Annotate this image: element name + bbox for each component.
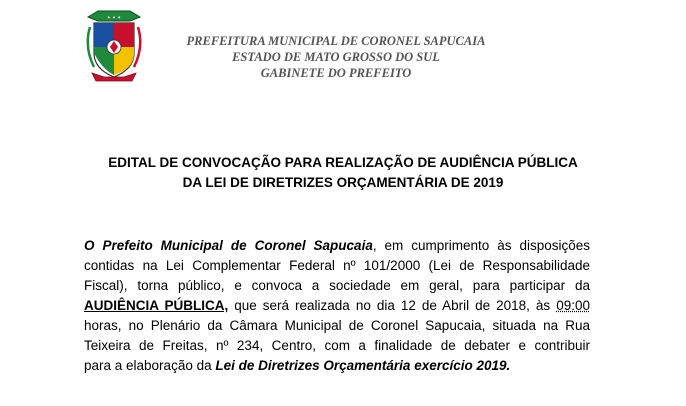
body-line-5: horas, no Plenário da Câmara Municipal de Coronel Sapucaia, situada na Rua <box>84 318 590 333</box>
body-line-3: Fiscal), torna público, e convoca a sociedade em geral, para participar da <box>84 278 590 293</box>
letterhead-state: ESTADO DE MATO GROSSO DO SUL <box>232 50 440 64</box>
title-line-1: EDITAL DE CONVOCAÇÃO PARA REALIZAÇÃO DE AUDIÊNCIA PÚBLICA <box>108 155 578 170</box>
coat-of-arms-icon <box>84 7 144 83</box>
body-line-2: contidas na Lei Complementar Federal nº 101/2000 (Lei de Responsabilidade <box>84 258 590 273</box>
letterhead-municipality: PREFEITURA MUNICIPAL DE CORONEL SAPUCAIA <box>186 34 486 48</box>
body-line-4-mid: que será realizada no dia 12 de Abril de 2018, às <box>228 298 557 313</box>
body-line-6: Teixeira de Freitas, nº 234, Centro, com a finalidade de debater e contribuir <box>84 338 590 353</box>
body-line-1-rest: , em cumprimento às disposições <box>372 238 590 253</box>
letterhead <box>150 33 522 81</box>
body-time: 09:00 <box>556 298 590 313</box>
body-subject: O Prefeito Municipal de Coronel Sapucaia <box>84 238 373 253</box>
body-line-7-end: . <box>506 358 511 373</box>
letterhead-office: GABINETE DO PREFEITO <box>260 66 412 80</box>
body-paragraph <box>84 236 590 376</box>
title-line-2: DA LEI DE DIRETRIZES ORÇAMENTÁRIA DE 2019 <box>182 175 504 190</box>
body-line-7 <box>84 356 590 376</box>
body-line-4 <box>84 296 590 316</box>
body-event-name: AUDIÊNCIA PÚBLICA, <box>84 298 229 313</box>
svg-text:✦ ✦ ✦: ✦ ✦ ✦ <box>106 16 122 21</box>
body-line-1 <box>84 236 590 256</box>
body-line-7-start: para a elaboração da <box>84 358 216 373</box>
document-title <box>60 153 626 193</box>
body-law-name: Lei de Diretrizes Orçamentária exercício 2019 <box>215 358 507 373</box>
